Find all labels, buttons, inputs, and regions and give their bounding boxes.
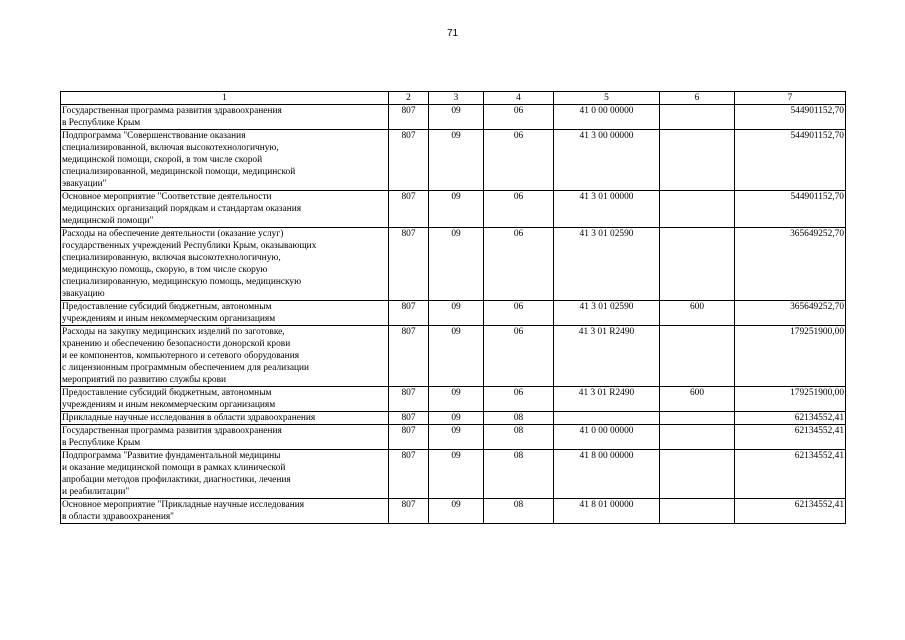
row-code-5: 41 0 00 00000 [554, 105, 660, 130]
row-code-3: 09 [429, 499, 484, 524]
row-amount: 544901152,70 [735, 191, 846, 228]
row-code-3: 09 [429, 105, 484, 130]
row-code-6 [660, 130, 735, 191]
row-amount: 179251900,00 [735, 326, 846, 387]
table-row [61, 301, 846, 326]
header-cell: 2 [389, 92, 429, 105]
row-code-6 [660, 326, 735, 387]
row-code-4: 06 [484, 130, 554, 191]
row-code-5 [554, 412, 660, 425]
table-row [61, 450, 846, 499]
table-body [61, 105, 846, 524]
header-cell: 4 [484, 92, 554, 105]
row-code-6 [660, 450, 735, 499]
row-code-4: 08 [484, 450, 554, 499]
row-code-6: 600 [660, 301, 735, 326]
page-number: 71 [446, 28, 459, 39]
row-code-2: 807 [389, 105, 429, 130]
row-code-6 [660, 228, 735, 301]
header-cell: 3 [429, 92, 484, 105]
row-amount: 62134552,41 [735, 450, 846, 499]
row-code-2: 807 [389, 228, 429, 301]
row-code-6 [660, 191, 735, 228]
row-amount: 544901152,70 [735, 105, 846, 130]
row-name: Расходы на обеспечение деятельности (оказание услуг) государственных учреждений Республики Крым, оказывающих специализированную, включая высокотехнологичную, медицинскую помощь, скорую, в том числе скорую специализированную, медицинскую помощь, медицинскую эвакуацию [61, 228, 389, 301]
row-code-6: 600 [660, 387, 735, 412]
row-code-5: 41 3 01 R2490 [554, 387, 660, 412]
row-code-4: 06 [484, 105, 554, 130]
row-code-2: 807 [389, 412, 429, 425]
table-row [61, 412, 846, 425]
budget-table [60, 91, 846, 524]
row-code-4: 06 [484, 387, 554, 412]
header-cell: 6 [660, 92, 735, 105]
row-name: Основное мероприятие "Соответствие деятельности медицинских организаций порядкам и стандартам оказания медицинской помощи" [61, 191, 389, 228]
row-amount: 365649252,70 [735, 301, 846, 326]
row-code-4: 08 [484, 499, 554, 524]
row-code-3: 09 [429, 326, 484, 387]
row-code-4: 06 [484, 228, 554, 301]
row-code-4: 06 [484, 301, 554, 326]
row-code-3: 09 [429, 228, 484, 301]
row-code-5: 41 3 01 02590 [554, 228, 660, 301]
row-name: Расходы на закупку медицинских изделий по заготовке, хранению и обеспечению безопасности донорской крови и ее компонентов, компьютерного и сетевого оборудования с лицензионным программным обеспечением для реализации мероприятий по развитию службы крови [61, 326, 389, 387]
row-code-3: 09 [429, 130, 484, 191]
row-name: Подпрограмма "Развитие фундаментальной медицины и оказание медицинской помощи в рамках клинической апробации методов профилактики, диагностики, лечения и реабилитации" [61, 450, 389, 499]
row-amount: 62134552,41 [735, 412, 846, 425]
table-row [61, 130, 846, 191]
row-name: Предоставление субсидий бюджетным, автономным учреждениям и иным некоммерческим организациям [61, 387, 389, 412]
row-code-4: 06 [484, 326, 554, 387]
row-code-6 [660, 105, 735, 130]
row-code-2: 807 [389, 301, 429, 326]
row-code-3: 09 [429, 425, 484, 450]
table-row [61, 387, 846, 412]
row-code-6 [660, 499, 735, 524]
row-code-3: 09 [429, 387, 484, 412]
row-code-2: 807 [389, 191, 429, 228]
row-code-2: 807 [389, 387, 429, 412]
header-cell: 1 [61, 92, 389, 105]
header-row [61, 92, 846, 105]
table-row [61, 499, 846, 524]
row-code-5: 41 3 00 00000 [554, 130, 660, 191]
row-code-5: 41 3 01 00000 [554, 191, 660, 228]
row-amount: 544901152,70 [735, 130, 846, 191]
row-code-3: 09 [429, 450, 484, 499]
row-code-3: 09 [429, 412, 484, 425]
row-code-5: 41 3 01 02590 [554, 301, 660, 326]
row-amount: 365649252,70 [735, 228, 846, 301]
row-amount: 62134552,41 [735, 499, 846, 524]
row-code-2: 807 [389, 450, 429, 499]
table-row [61, 191, 846, 228]
row-code-6 [660, 425, 735, 450]
row-code-5: 41 8 01 00000 [554, 499, 660, 524]
table-row [61, 425, 846, 450]
row-code-4: 08 [484, 425, 554, 450]
row-name: Прикладные научные исследования в области здравоохранения [61, 412, 389, 425]
row-code-5: 41 0 00 00000 [554, 425, 660, 450]
row-code-3: 09 [429, 301, 484, 326]
row-amount: 179251900,00 [735, 387, 846, 412]
header-cell: 7 [735, 92, 846, 105]
row-code-4: 08 [484, 412, 554, 425]
row-name: Государственная программа развития здравоохранения в Республике Крым [61, 425, 389, 450]
row-code-2: 807 [389, 499, 429, 524]
row-code-4: 06 [484, 191, 554, 228]
table-row [61, 326, 846, 387]
row-code-3: 09 [429, 191, 484, 228]
row-name: Подпрограмма "Совершенствование оказания специализированной, включая высокотехнологичную, медицинской помощи, скорой, в том числе скорой специализированной, медицинской помощи, медицинской эвакуации" [61, 130, 389, 191]
row-amount: 62134552,41 [735, 425, 846, 450]
row-code-5: 41 8 00 00000 [554, 450, 660, 499]
row-code-5: 41 3 01 R2490 [554, 326, 660, 387]
row-name: Государственная программа развития здравоохранения в Республике Крым [61, 105, 389, 130]
row-name: Предоставление субсидий бюджетным, автономным учреждениям и иным некоммерческим организациям [61, 301, 389, 326]
row-code-2: 807 [389, 130, 429, 191]
table-row [61, 228, 846, 301]
row-code-2: 807 [389, 425, 429, 450]
row-code-2: 807 [389, 326, 429, 387]
header-cell: 5 [554, 92, 660, 105]
row-code-6 [660, 412, 735, 425]
table-row [61, 105, 846, 130]
row-name: Основное мероприятие "Прикладные научные исследования в области здравоохранения" [61, 499, 389, 524]
